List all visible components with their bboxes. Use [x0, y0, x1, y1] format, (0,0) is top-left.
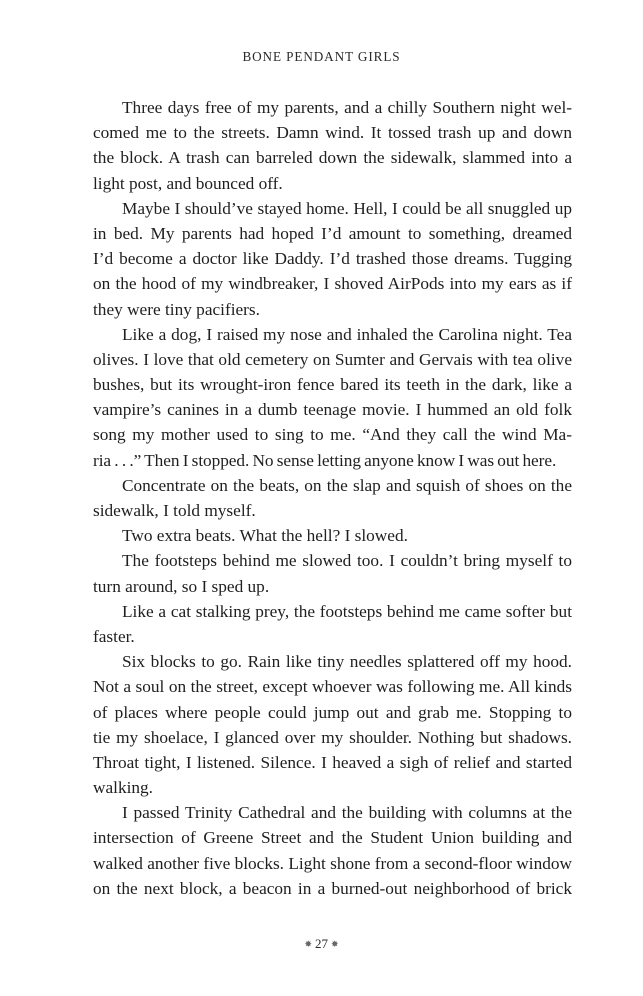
- text-line: Not a soul on the street, except whoever was following me. All kinds: [93, 677, 572, 697]
- text-line: ria . . .” Then I stopped. No sense letting anyone know I was out here.: [93, 450, 557, 470]
- text-line: bushes, but its wrought-iron fence bared its teeth in the dark, like a: [93, 375, 572, 395]
- text-line: vampire’s canines in a dumb teenage movie. I hummed an old folk: [93, 400, 572, 420]
- text-line: Three days free of my parents, and a chilly Southern night wel-: [122, 98, 572, 117]
- text-line: Concentrate on the beats, on the slap and squish of shoes on the: [122, 475, 572, 495]
- text-line: Throat tight, I listened. Silence. I heaved a sigh of relief and started: [93, 752, 572, 772]
- text-line: Two extra beats. What the hell? I slowed.: [122, 526, 408, 546]
- text-line: on the next block, a beacon in a burned-out neighborhood of brick: [93, 878, 572, 898]
- text-line: I’d become a doctor like Daddy. I’d trashed those dreams. Tugging: [93, 249, 572, 269]
- text-line: I passed Trinity Cathedral and the building with columns at the: [122, 803, 572, 823]
- text-line: Like a dog, I raised my nose and inhaled the Carolina night. Tea: [122, 324, 572, 344]
- body-text: [93, 95, 572, 901]
- page-number: 27: [315, 936, 328, 951]
- text-line: in bed. My parents had hoped I’d amount to something, dreamed: [93, 223, 572, 243]
- text-line: tie my shoelace, I glanced over my shoulder. Nothing but shadows.: [93, 727, 572, 747]
- text-line: walked another five blocks. Light shone from a second-floor window: [93, 853, 572, 873]
- text-line: on the hood of my windbreaker, I shoved AirPods into my ears as if: [93, 274, 572, 294]
- ornament-left-icon: ✸: [304, 939, 312, 949]
- text-line: Like a cat stalking prey, the footsteps behind me came softer but: [122, 601, 572, 621]
- text-line: they were tiny pacifiers.: [93, 299, 260, 319]
- text-line: intersection of Greene Street and the Student Union building and: [93, 828, 572, 848]
- text-line: song my mother used to sing to me. “And they call the wind Ma-: [93, 425, 572, 445]
- text-line: olives. I love that old cemetery on Sumter and Gervais with tea olive: [93, 349, 572, 369]
- text-line: of places where people could jump out and grab me. Stopping to: [93, 702, 572, 722]
- ornament-right-icon: ✸: [331, 939, 339, 949]
- text-line: turn around, so I sped up.: [93, 576, 270, 596]
- running-head: BONE PENDANT GIRLS: [242, 49, 401, 64]
- text-line: comed me to the streets. Damn wind. It tossed trash up and down: [93, 123, 572, 143]
- text-line: Maybe I should’ve stayed home. Hell, I could be all snuggled up: [122, 198, 572, 218]
- text-line: light post, and bounced off.: [93, 173, 283, 193]
- text-line: Six blocks to go. Rain like tiny needles splattered off my hood.: [122, 652, 572, 672]
- page-number-footer: [0, 936, 643, 952]
- text-line: walking.: [93, 778, 153, 798]
- text-line: the block. A trash can barreled down the sidewalk, slammed into a: [93, 148, 572, 168]
- text-line: The footsteps behind me slowed too. I couldn’t bring myself to: [122, 551, 572, 571]
- text-line: faster.: [93, 626, 135, 646]
- text-line: sidewalk, I told myself.: [93, 501, 256, 520]
